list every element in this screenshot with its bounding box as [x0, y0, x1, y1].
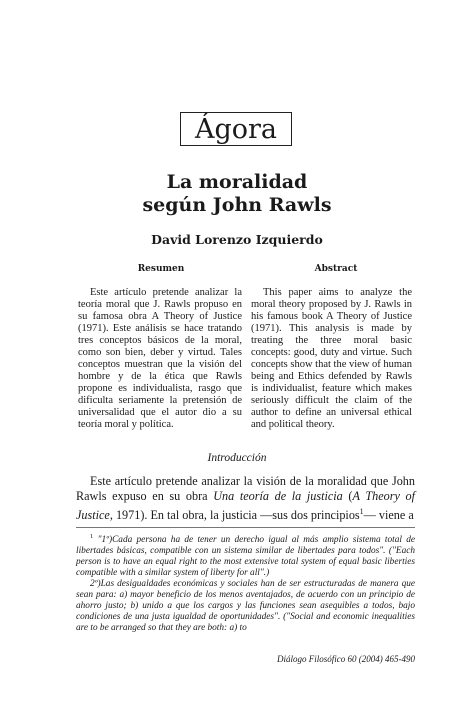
- abstract-text: This paper aims to analyze the moral theory proposed by J. Rawls in his famous book A Theory of Justice (1971). This analysis is made by treating the three moral basic concepts: good, duty and virtue. Such concepts show that the view of human being and Ethics defended by Rawls is individualist, feature which makes seriously difficult the claim of the author to define an universal ethical and political theory.: [251, 287, 412, 430]
- section-title: Ágora: [194, 113, 278, 145]
- intro-text-part3: , 1971). En tal obra, la justicia —sus dos principios: [109, 508, 360, 523]
- author-name: David Lorenzo Izquierdo: [151, 232, 323, 247]
- footnote-reference: 1: [359, 507, 364, 516]
- intro-text-part2: (: [342, 489, 353, 503]
- footnote: [76, 531, 415, 634]
- abstract-heading: Abstract: [314, 264, 358, 274]
- resumen-text: Este artículo pretende analizar la teoría moral que J. Rawls propuso en su famosa obra A Theory of Justice (1971). Este análisis se hace tratando tres conceptos básicos de la moral, como son bien, deber y virtud. Tales conceptos muestran que la visión del hombre y de la ética que Rawls propone es individualista, rasgo que dificulta seriamente la pretensión de universalidad que el autor dio a su teoría moral y política.: [78, 287, 242, 430]
- intro-text-part1: Este artículo pretende analizar la visión de la moralidad que John Rawls expuso en su obra: [76, 474, 415, 503]
- footnote-text-1: "1º)Cada persona ha de tener un derecho igual al más amplio sistema total de libertades básicas, compatible con un sistema similar de libertades para todos". ("Each person is to have an equal right to the most extensive total system of equal basic liberties compatible with a similar system of liberty for all".): [76, 535, 416, 579]
- intro-heading: Introducción: [207, 452, 267, 464]
- intro-title-en: A Theory of Justice: [76, 489, 415, 523]
- footnote-divider: [76, 527, 415, 528]
- footnote-paragraph-2: [76, 579, 415, 634]
- intro-title-es: Una teoría de la justicia: [213, 489, 343, 503]
- intro-paragraph: [76, 474, 415, 523]
- section-box: [180, 112, 292, 146]
- article-title-line1: La moralidad: [166, 171, 308, 193]
- resumen-heading: Resumen: [137, 264, 185, 274]
- article-title-line2: según John Rawls: [142, 194, 332, 216]
- journal-citation: Diálogo Filosófico 60 (2004) 465-490: [277, 654, 415, 664]
- footnote-paragraph-1: [76, 531, 415, 579]
- footnote-marker: 1: [90, 533, 94, 540]
- intro-text-part4: — viene a: [363, 508, 414, 523]
- footnote-text-2: 2º)Las desigualdades económicas y sociales han de ser estructuradas de manera que sean para: a) mayor beneficio de los menos aventajados, de acuerdo con un principio de ahorro justo; b) unido a que los cargos y las funciones sean asequibles a todos, bajo condiciones de una justa igualdad de oportunidades". ("Social and economic inequalities are to be arranged so that they are both: a) to: [76, 579, 415, 634]
